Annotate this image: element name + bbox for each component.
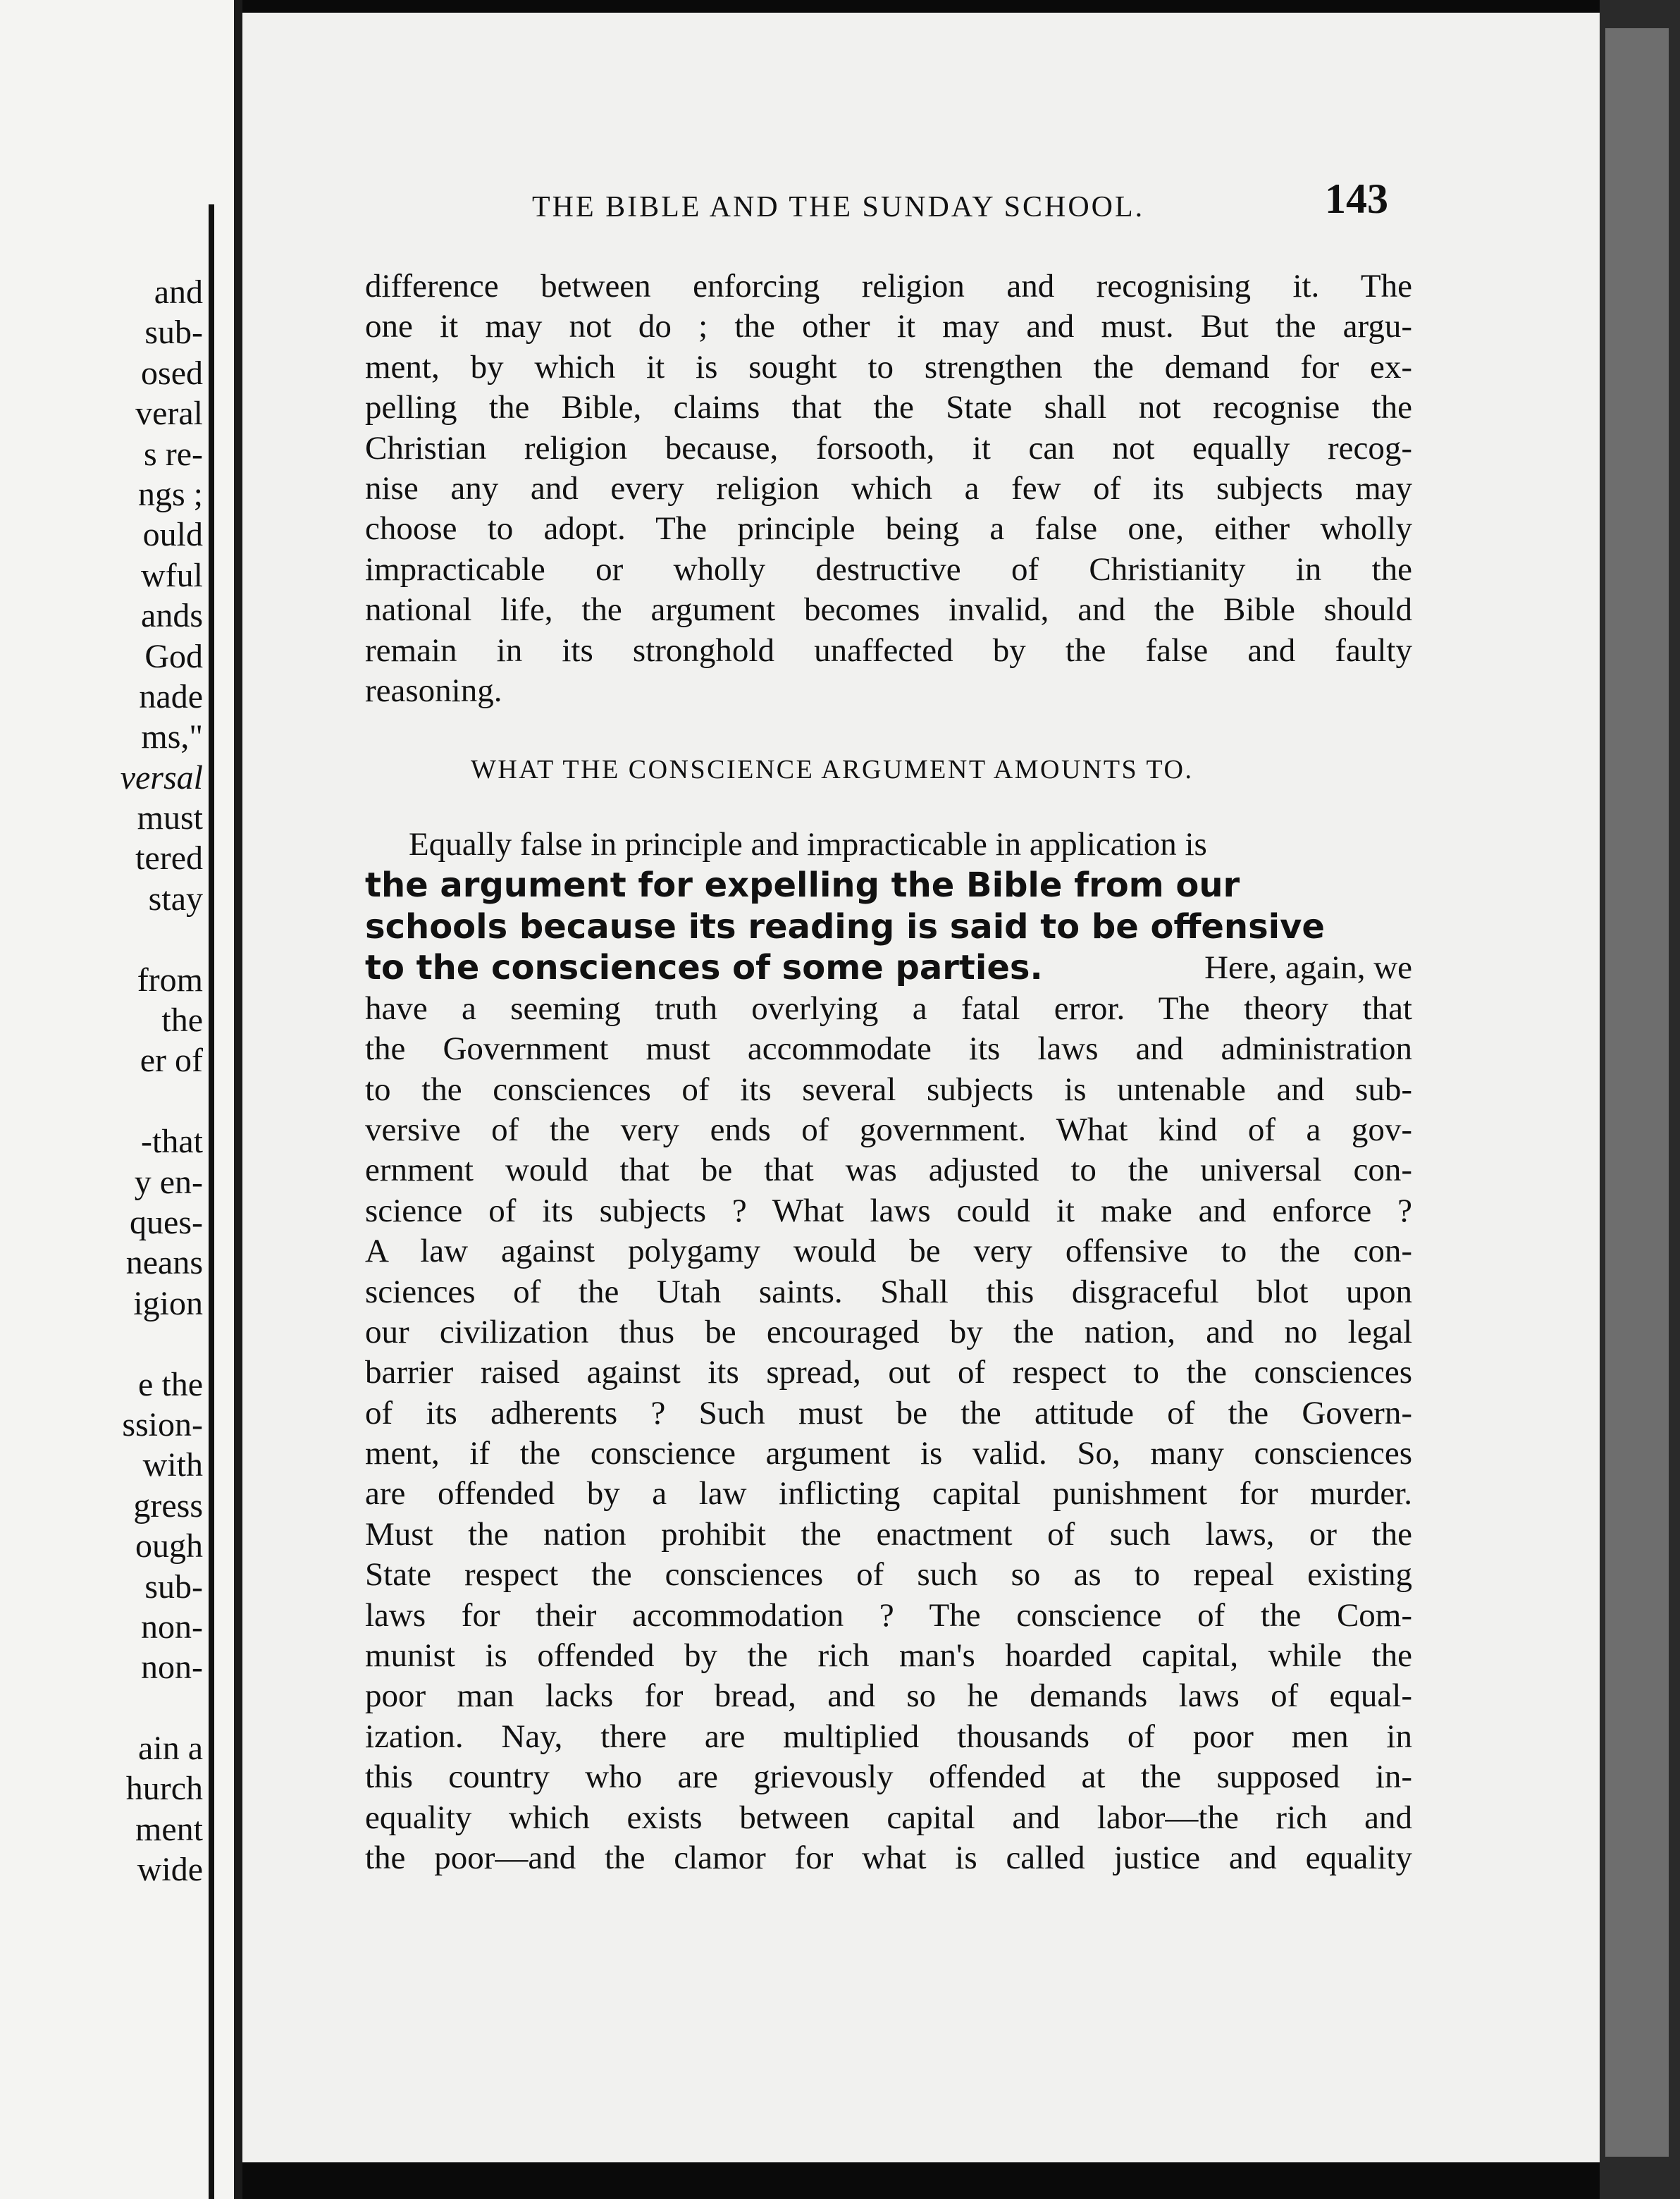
- line-text: national life, the argument becomes invalid, and the Bible should: [365, 591, 1412, 629]
- text-line: [365, 1231, 1412, 1271]
- text-line: [365, 1272, 1412, 1312]
- line-text: schools because its reading is said to be offensive: [365, 907, 1325, 947]
- line-text: one it may not do ; the other it may and must. But the argu-: [365, 308, 1412, 345]
- text-line: [365, 590, 1412, 630]
- previous-page-line: er of: [140, 1042, 203, 1080]
- line-text: laws for their accommodation ? The conscience of the Com-: [365, 1596, 1412, 1634]
- mixed-line: [365, 948, 1412, 988]
- book-gutter: [234, 0, 242, 2199]
- line-text: the poor—and the clamor for what is called justice and equality: [365, 1839, 1412, 1876]
- previous-page-line: the: [161, 1002, 203, 1040]
- line-text: equality which exists between capital and labor—the rich and: [365, 1799, 1412, 1836]
- running-head: THE BIBLE AND THE SUNDAY SCHOOL.: [532, 191, 1145, 223]
- previous-page-line: [0, 1081, 203, 1121]
- previous-page-line: non-: [141, 1649, 203, 1687]
- text-line: [365, 1312, 1412, 1353]
- text-line: [365, 1150, 1412, 1190]
- previous-page-line: gress: [133, 1486, 203, 1524]
- text-line: [365, 1636, 1412, 1676]
- line-text: ization. Nay, there are multiplied thousands of poor men in: [365, 1718, 1412, 1755]
- previous-page-line: tered: [135, 839, 203, 877]
- emphasis-text: to the consciences of some parties.: [365, 948, 1043, 988]
- text-line: [365, 1555, 1412, 1595]
- previous-page-line: nade: [139, 677, 203, 715]
- page-edge: [209, 204, 214, 2199]
- previous-page-line: ngs ;: [137, 475, 203, 513]
- text-line: [365, 307, 1412, 347]
- text-line: [365, 1029, 1412, 1069]
- line-text: ment, if the conscience argument is valid. So, many consciences: [365, 1435, 1412, 1472]
- text-line: [365, 1393, 1412, 1434]
- text-line: [365, 266, 1412, 307]
- line-text: the Government must accommodate its laws and administration: [365, 1030, 1412, 1068]
- paragraph-1: [365, 266, 1412, 711]
- text-line: [365, 550, 1412, 590]
- line-text: sciences of the Utah saints. Shall this disgraceful blot upon: [365, 1273, 1412, 1310]
- previous-page-line: osed: [141, 354, 203, 392]
- text-line: [365, 1110, 1412, 1150]
- line-text: to the consciences of its several subjects is untenable and sub-: [365, 1071, 1412, 1108]
- previous-page-line: sub-: [144, 1567, 203, 1606]
- line-text: Christian religion because, forsooth, it can not equally recog-: [365, 429, 1412, 467]
- text-line: [365, 989, 1412, 1029]
- section-heading: WHAT THE CONSCIENCE ARGUMENT AMOUNTS TO.: [471, 755, 1194, 784]
- line-text: barrier raised against its spread, out of respect to the consciences: [365, 1354, 1412, 1391]
- previous-page-line: e the: [138, 1365, 203, 1403]
- text-line: [365, 388, 1412, 428]
- line-text: pelling the Bible, claims that the State shall not recognise the: [365, 389, 1412, 426]
- text-line: [365, 429, 1412, 469]
- previous-page-line: hurch: [125, 1770, 203, 1808]
- previous-page-line: with: [142, 1446, 203, 1484]
- previous-page-line: ques-: [130, 1203, 203, 1241]
- previous-page-line: [0, 1324, 203, 1364]
- previous-page-line: [0, 919, 203, 959]
- previous-page-line: s re-: [144, 435, 203, 473]
- page-header: [289, 175, 1388, 231]
- text-line: [365, 1070, 1412, 1110]
- text-line: [365, 1515, 1412, 1555]
- line-text: are offended by a law inflicting capital punishment for murder.: [365, 1475, 1412, 1513]
- line-text: ernment would that be that was adjusted to the universal con-: [365, 1152, 1412, 1189]
- previous-page-line: from: [137, 961, 203, 999]
- line-text: science of its subjects ? What laws could it make and enforce ?: [365, 1192, 1412, 1229]
- line-text: impracticable or wholly destructive of Christianity in the: [365, 550, 1412, 588]
- line-text: reasoning.: [365, 672, 502, 709]
- line-text: this country who are grievously offended at the supposed in-: [365, 1758, 1412, 1796]
- page-stack-edge: [1600, 0, 1680, 2199]
- previous-page-line: sub-: [144, 314, 203, 352]
- previous-page-line: and: [154, 273, 203, 311]
- emphasis-line: [365, 906, 1412, 948]
- line-text: poor man lacks for bread, and so he demands laws of equal-: [365, 1677, 1412, 1715]
- text-line: [365, 469, 1412, 509]
- text-line: [365, 1596, 1412, 1636]
- line-text: the argument for expelling the Bible from our: [365, 866, 1240, 906]
- text-line: [365, 1474, 1412, 1514]
- text-line: [365, 1353, 1412, 1393]
- previous-page-line: y en-: [134, 1163, 203, 1201]
- text-line: [365, 671, 1412, 711]
- page-number: 143: [1325, 175, 1388, 222]
- previous-page-line: wide: [137, 1851, 203, 1889]
- previous-page-line: ould: [142, 516, 203, 554]
- line-text: Here, again, we: [1204, 949, 1412, 987]
- text-line: [365, 1676, 1412, 1716]
- paragraph-2: [365, 825, 1412, 1878]
- line-text: our civilization thus be encouraged by the nation, and no legal: [365, 1313, 1412, 1350]
- text-line: [365, 509, 1412, 549]
- line-text: choose to adopt. The principle being a false one, either wholly: [365, 510, 1412, 548]
- page-stack-strip: [1605, 28, 1669, 2157]
- text-line: [365, 1838, 1412, 1878]
- previous-page-text: [0, 272, 203, 1890]
- previous-page-line: versal: [120, 758, 203, 796]
- text-line: [365, 631, 1412, 671]
- text-line: [365, 347, 1412, 388]
- line-text: versive of the very ends of government. What kind of a gov-: [365, 1111, 1412, 1148]
- previous-page-line: God: [144, 637, 203, 675]
- text-line: [365, 1757, 1412, 1797]
- line-text: A law against polygamy would be very offensive to the con-: [365, 1233, 1412, 1270]
- previous-page-line: ssion-: [122, 1405, 203, 1443]
- line-text: ment, by which it is sought to strengthen the demand for ex-: [365, 348, 1412, 386]
- previous-page-line: igion: [133, 1284, 203, 1322]
- line-text: State respect the consciences of such so as to repeal existing: [365, 1556, 1412, 1594]
- line-text: Must the nation prohibit the enactment of such laws, or the: [365, 1515, 1412, 1553]
- previous-page-line: -that: [141, 1123, 203, 1161]
- text-line: [365, 1191, 1412, 1231]
- line-text: difference between enforcing religion and recognising it. The: [365, 268, 1412, 304]
- line-text: nise any and every religion which a few of its subjects may: [365, 469, 1412, 507]
- previous-page-line: non-: [141, 1608, 203, 1646]
- previous-page-line: wful: [141, 556, 203, 594]
- line-text: have a seeming truth overlying a fatal error. The theory that: [365, 990, 1412, 1027]
- emphasis-line: [365, 865, 1412, 906]
- previous-page-line: ment: [135, 1810, 203, 1848]
- previous-page-line: ands: [141, 597, 203, 635]
- text-line: [365, 825, 1412, 865]
- line-text: remain in its stronghold unaffected by the false and faulty: [365, 632, 1412, 669]
- previous-page-line: [0, 1688, 203, 1728]
- previous-page-line: must: [137, 799, 203, 837]
- previous-page-line: ain a: [138, 1730, 203, 1768]
- previous-page-line: ms,": [141, 718, 203, 756]
- previous-page: [0, 0, 234, 2199]
- text-line: [365, 1798, 1412, 1838]
- text-line: [365, 1434, 1412, 1474]
- previous-page-line: ough: [135, 1527, 203, 1565]
- previous-page-line: neans: [125, 1244, 203, 1282]
- previous-page-line: stay: [148, 880, 203, 918]
- previous-page-line: veral: [135, 395, 203, 433]
- paragraph-2-rest: [365, 989, 1412, 1879]
- line-text: Equally false in principle and impracticable in application is: [409, 826, 1207, 863]
- line-text: munist is offended by the rich man's hoarded capital, while the: [365, 1637, 1412, 1675]
- line-text: of its adherents ? Such must be the attitude of the Govern-: [365, 1394, 1412, 1431]
- text-line: [365, 1717, 1412, 1757]
